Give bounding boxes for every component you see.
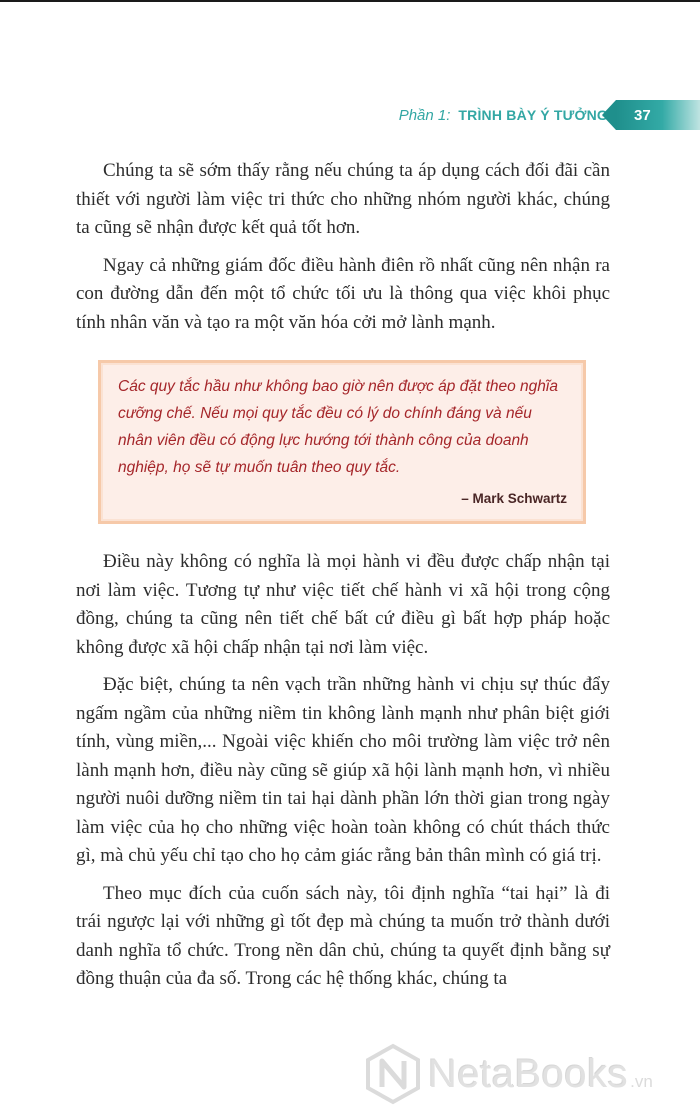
watermark-brand: NetaBooks [428,1051,629,1096]
quote-text: Các quy tắc hầu như không bao giờ nên được áp đặt theo nghĩa cưỡng chế. Nếu mọi quy tắc đều có lý do chính đáng và nếu nhân viên đều có động lực hướng tới thành công của doanh nghiệp, họ sẽ tự muốn tuân theo quy tắc. [118,378,558,476]
page-number-tab [616,100,700,130]
watermark-suffix: .vn [630,1072,653,1091]
body-text-bottom [76,548,610,1003]
paragraph: Ngay cả những giám đốc điều hành điên rồ nhất cũng nên nhận ra con đường dẫn đến một tổ chức tối ưu là thông qua việc khôi phục tính nhân văn và tạo ra một văn hóa cởi mở lành mạnh. [76,254,610,333]
part-label: Phần 1: [398,106,451,124]
running-header [399,100,700,130]
paragraph: Theo mục đích của cuốn sách này, tôi định nghĩa “tai hại” là đi trái ngược lại với những gì tốt đẹp mà chúng ta muốn trở thành dưới danh nghĩa tổ chức. Trong nền dân chủ, chúng ta quyết định bằng sự đồng thuận của đa số. Trong các hệ thống khác, chúng ta [76,882,610,989]
page-number: 37 [634,106,651,124]
paragraph: Đặc biệt, chúng ta nên vạch trần những hành vi chịu sự thúc đẩy ngấm ngầm của những niềm tin không lành mạnh như phân biệt giới tính, vùng miền,... Ngoài việc khiến cho môi trường làm việc trở nên lành mạnh hơn, điều này cũng sẽ giúp xã hội lành mạnh hơn, vì nhiều người nuôi dưỡng niềm tin tai hại dành phần lớn thời gian trong ngày làm việc của họ cho những việc hoàn toàn không có chút thách thức gì, mà chủ yếu chỉ tạo cho họ cảm giác rằng bản thân mình có giá trị. [76,674,610,866]
paragraph: Chúng ta sẽ sớm thấy rằng nếu chúng ta áp dụng cách đối đãi cần thiết với người làm việc tri thức cho những nhóm người khác, chúng ta cũng sẽ nhận được kết quả tốt hơn. [76,160,610,238]
netabooks-logo-icon [364,1043,422,1105]
top-border-line [0,0,700,2]
quote-author: – Mark Schwartz [461,491,567,506]
section-title: TRÌNH BÀY Ý TƯỞNG [458,107,608,123]
watermark [364,1042,653,1106]
body-text-top [76,157,610,346]
quote-box [98,360,586,524]
paragraph: Điều này không có nghĩa là mọi hành vi đều được chấp nhận tại nơi làm việc. Tương tự như việc tiết chế hành vi xã hội trong cộng đồng, chúng ta cũng nên tiết chế bất cứ điều gì bất hợp pháp hoặc không được xã hội chấp nhận tại nơi làm việc. [76,551,610,658]
